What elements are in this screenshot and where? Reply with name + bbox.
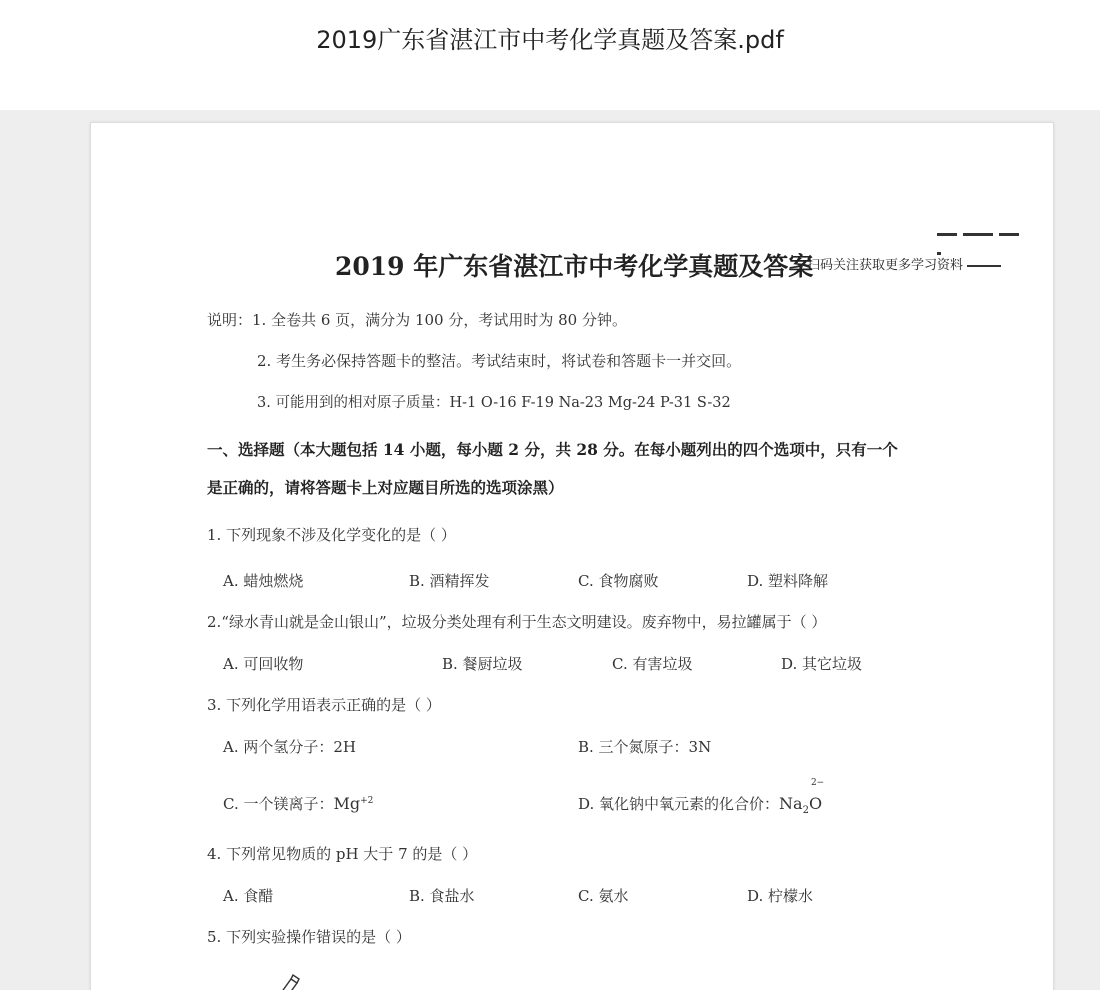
question-2-option-b: B. 餐厨垃圾 — [442, 655, 523, 673]
qr-note-text: 扫码关注获取更多学习资料 — [807, 258, 964, 273]
question-4-option-c: C. 氨水 — [578, 887, 629, 905]
question-5-stem: 5. 下列实验操作错误的是（ ） — [207, 928, 411, 946]
magnesium-symbol: Mg — [333, 794, 361, 813]
oxygen-valence: 2− — [810, 778, 825, 788]
pdf-page — [90, 122, 1054, 990]
question-1-option-d: D. 塑料降解 — [747, 572, 829, 590]
paper-title: 2019 年广东省湛江市中考化学真题及答案 — [335, 252, 814, 281]
instructions-line-1 — [207, 309, 627, 330]
question-4-option-d: D. 柠檬水 — [747, 887, 814, 905]
question-3-option-b: B. 三个氮原子：3N — [578, 738, 712, 756]
oxygen-with-valence — [808, 778, 825, 813]
question-2-option-c: C. 有害垃圾 — [612, 655, 693, 673]
oxygen-symbol: O — [808, 794, 823, 813]
sodium-oxide-formula — [779, 778, 825, 817]
section-1-heading-line-2: 是正确的，请将答题卡上对应题目所选的选项涂黑） — [207, 478, 564, 497]
sodium-symbol: Na — [779, 794, 803, 813]
question-2-option-d: D. 其它垃圾 — [781, 655, 863, 673]
question-3-stem: 3. 下列化学用语表示正确的是（ ） — [207, 696, 441, 714]
question-3-option-c-text: C. 一个镁离子： — [223, 795, 334, 813]
qr-note — [807, 254, 1001, 273]
question-1-option-b: B. 酒精挥发 — [409, 572, 490, 590]
sodium-subscript: 2 — [802, 805, 809, 817]
viewer-header — [0, 0, 1100, 110]
question-4-option-a: A. 食醋 — [223, 887, 274, 905]
question-1-option-a: A. 蜡烛燃烧 — [223, 572, 304, 590]
question-1-stem: 1. 下列现象不涉及化学变化的是（ ） — [207, 526, 456, 544]
question-4-option-b: B. 食盐水 — [409, 887, 475, 905]
magnesium-charge: +2 — [360, 796, 374, 806]
dropper-illustration-icon — [277, 973, 301, 990]
question-2-stem: 2.“绿水青山就是金山银山”，垃圾分类处理有利于生态文明建设。废弃物中，易拉罐属于（ ） — [207, 613, 827, 631]
instructions-item-3: 3. 可能用到的相对原子质量：H-1 O-16 F-19 Na-23 Mg-24 P-31 S-32 — [257, 395, 731, 411]
instructions-item-1: 1. 全卷共 6 页，满分为 100 分，考试用时为 80 分钟。 — [252, 311, 627, 329]
instructions-item-2: 2. 考生务必保持答题卡的整洁。考试结束时，将试卷和答题卡一并交回。 — [257, 352, 742, 370]
section-1-heading-line-1: 一、选择题（本大题包括 14 小题，每小题 2 分，共 28 分。在每小题列出的四个选项中，只有一个 — [207, 440, 898, 459]
document-viewer[interactable] — [0, 110, 1100, 990]
qr-note-line — [967, 265, 1001, 267]
question-3-option-c — [223, 793, 373, 814]
question-3-option-d-text: D. 氧化钠中氧元素的化合价： — [578, 795, 780, 813]
file-title: 2019广东省湛江市中考化学真题及答案.pdf — [316, 26, 784, 54]
header-rule-decoration — [937, 233, 1033, 237]
question-3-option-d — [578, 778, 825, 817]
question-1-option-c: C. 食物腐败 — [578, 572, 659, 590]
question-3-option-a: A. 两个氢分子：2H — [223, 738, 356, 756]
instructions-label: 说明： — [207, 311, 253, 329]
question-4-stem: 4. 下列常见物质的 pH 大于 7 的是（ ） — [207, 845, 478, 863]
question-2-option-a: A. 可回收物 — [223, 655, 304, 673]
